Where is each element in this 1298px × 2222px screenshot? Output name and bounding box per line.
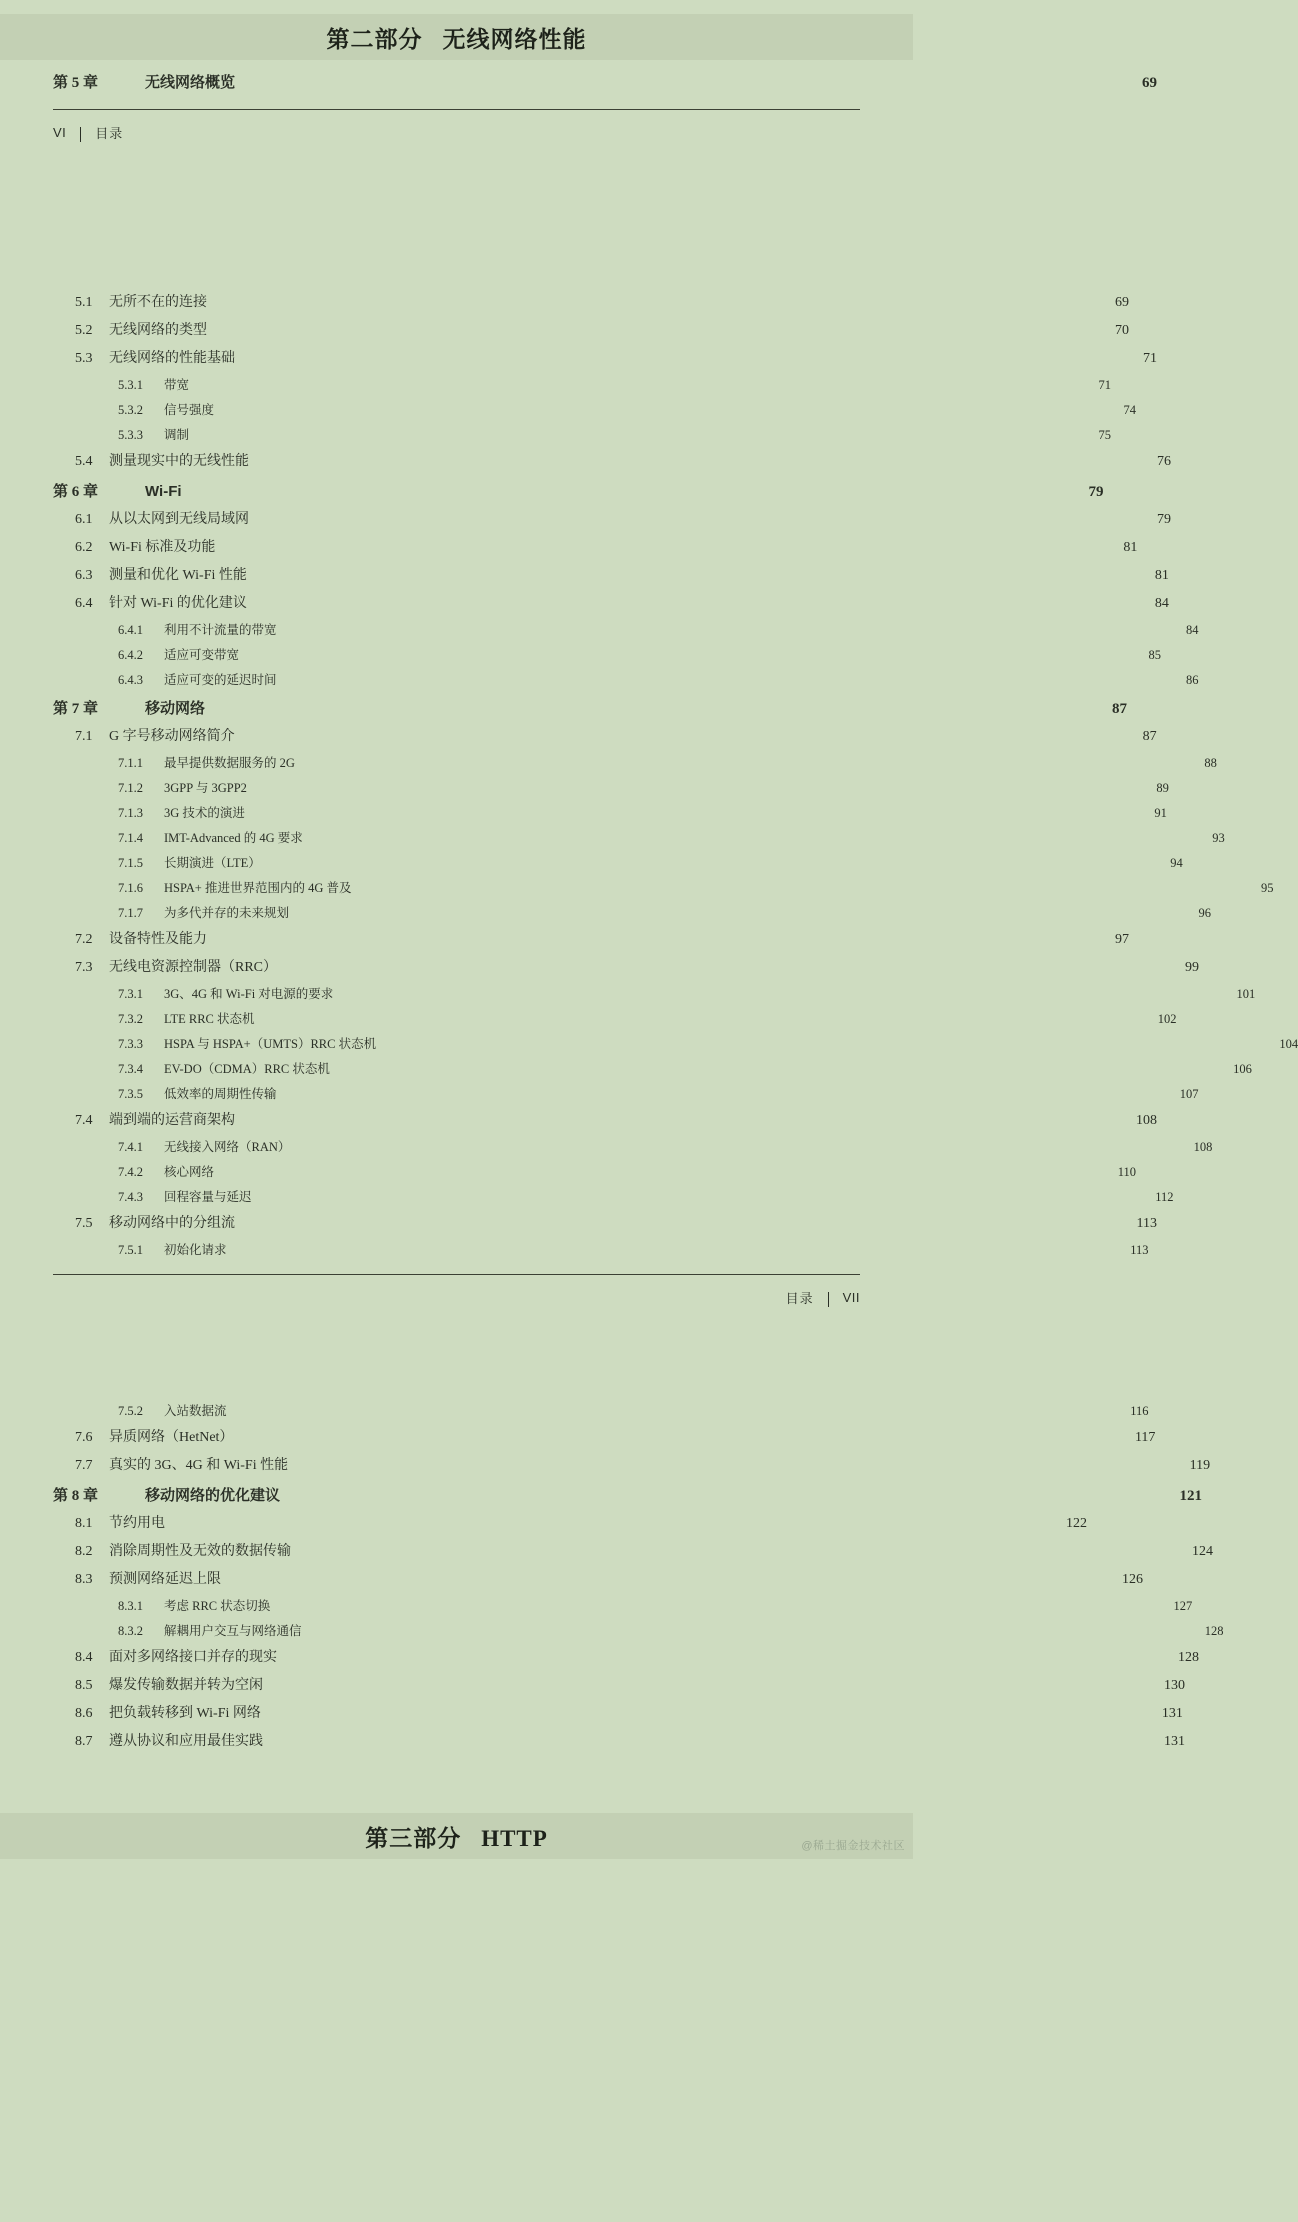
toc-entry-page: 86: [1186, 672, 1199, 687]
part-two-heading: [327, 21, 587, 54]
toc-entry-7-1-1[interactable]: [53, 754, 1217, 770]
toc-entry-title: 无线网络概览: [145, 74, 236, 91]
toc-entry-number: 7.5.1: [118, 1242, 143, 1257]
toc-entry-number: 6.4: [75, 596, 93, 611]
toc-entry-8-3-2[interactable]: [53, 1622, 1224, 1638]
toc-entry-page: 87: [1112, 701, 1128, 717]
toc-entry-7-7[interactable]: [53, 1455, 1211, 1473]
toc-entry-number: 第 7 章: [53, 701, 99, 717]
toc-entry-number: 7.1.4: [118, 830, 143, 845]
toc-entry-page: 94: [1170, 855, 1183, 870]
toc-entry-number: 第 6 章: [53, 484, 99, 500]
toc-list-page-1: [0, 292, 1298, 1257]
toc-entry-number: 8.5: [75, 1678, 93, 1693]
toc-entry-number: 8.3: [75, 1572, 93, 1587]
toc-entry-title: 面对多网络接口并存的现实: [109, 1650, 277, 1665]
toc-entry-7-1-7[interactable]: [53, 904, 1212, 920]
toc-entry-5-3-2[interactable]: [53, 401, 1137, 417]
toc-entry-number: 5.4: [75, 454, 93, 469]
toc-entry-title: 无线接入网络（RAN）: [164, 1139, 291, 1154]
toc-entry-6[interactable]: [53, 481, 1104, 500]
toc-entry-title: HSPA+ 推进世界范围内的 4G 普及: [164, 880, 352, 895]
toc-entry-number: 7.3: [75, 960, 93, 975]
toc-entry-7-4[interactable]: [53, 1110, 1157, 1128]
toc-entry-6-4[interactable]: [53, 593, 1169, 611]
toc-entry-title: 移动网络中的分组流: [109, 1216, 235, 1231]
toc-entry-page: 117: [1134, 1430, 1156, 1445]
toc-entry-title: 无线电资源控制器（RRC）: [109, 960, 278, 975]
toc-entry-page: 69: [1115, 295, 1129, 310]
toc-entry-number: 第 8 章: [53, 1488, 99, 1504]
toc-entry-number: 6.1: [75, 512, 93, 527]
folio-label: 目录: [785, 1291, 814, 1306]
toc-entry-title: 初始化请求: [164, 1242, 227, 1257]
toc-entry-5-4[interactable]: [53, 451, 1171, 469]
toc-entry-number: 5.3.2: [118, 402, 143, 417]
toc-entry-number: 6.4.3: [118, 672, 143, 687]
toc-entry-page: 93: [1212, 830, 1225, 845]
toc-entry-page: 89: [1156, 780, 1169, 795]
toc-entry-page: 95: [1261, 880, 1274, 895]
toc-entry-title: 遵从协议和应用最佳实践: [109, 1734, 263, 1749]
toc-entry-number: 7.7: [75, 1458, 93, 1473]
toc-entry-title: 测量和优化 Wi-Fi 性能: [109, 568, 247, 583]
toc-page: [0, 14, 1298, 1859]
toc-entry-number: 6.3: [75, 568, 93, 583]
toc-entry-7-1-6[interactable]: [53, 879, 1274, 895]
toc-entry-page: 126: [1122, 1572, 1143, 1587]
toc-entry-number: 第 5 章: [53, 75, 99, 91]
toc-entry-number: 7.3.3: [118, 1036, 143, 1051]
toc-entry-number: 7.1: [75, 729, 93, 744]
toc-entry-number: 7.6: [75, 1430, 93, 1445]
toc-entry-page: 91: [1154, 805, 1167, 820]
toc-entry-title: 测量现实中的无线性能: [109, 454, 249, 469]
toc-entry-number: 7.2: [75, 932, 93, 947]
folio-number: VI: [53, 125, 67, 140]
toc-entry-6-4-1[interactable]: [53, 621, 1199, 637]
toc-entry-title: 解耦用户交互与网络通信: [164, 1623, 302, 1638]
toc-entry-8-7[interactable]: [53, 1731, 1185, 1749]
toc-entry-number: 7.1.1: [118, 755, 143, 770]
toc-entry-page: 127: [1173, 1598, 1193, 1613]
toc-entry-title: Wi-Fi: [145, 483, 182, 500]
toc-entry-page: 107: [1179, 1086, 1199, 1101]
toc-entry-page: 128: [1204, 1623, 1224, 1638]
toc-entry-number: 6.4.1: [118, 622, 143, 637]
toc-entry-title: 真实的 3G、4G 和 Wi-Fi 性能: [109, 1458, 289, 1473]
toc-entry-page: 116: [1130, 1403, 1149, 1418]
part-three-heading: [365, 1820, 548, 1853]
toc-entry-7-3-5[interactable]: [53, 1085, 1199, 1101]
toc-entry-number: 7.3.2: [118, 1011, 143, 1026]
toc-entry-6-3[interactable]: [53, 565, 1169, 583]
toc-entry-number: 8.1: [75, 1516, 93, 1531]
toc-entry-title: 考虑 RRC 状态切换: [164, 1598, 271, 1613]
toc-entry-7-2[interactable]: [53, 929, 1129, 947]
toc-entry-title: 低效率的周期性传输: [164, 1086, 277, 1101]
toc-entry-title: 适应可变带宽: [164, 647, 240, 662]
toc-entry-5-3-3[interactable]: [53, 426, 1112, 442]
toc-entry-7-5[interactable]: [53, 1213, 1157, 1231]
toc-entry-6-4-3[interactable]: [53, 671, 1199, 687]
page-rule-top: [53, 109, 860, 110]
part-three-banner: [0, 1813, 913, 1859]
toc-entry-number: 5.3.3: [118, 427, 143, 442]
toc-entry-title: 异质网络（HetNet）: [109, 1430, 234, 1445]
toc-entry-7-1-4[interactable]: [53, 829, 1225, 845]
toc-entry-8-2[interactable]: [53, 1541, 1213, 1559]
toc-entry-8-4[interactable]: [53, 1647, 1199, 1665]
toc-entry-8[interactable]: [53, 1485, 1203, 1504]
part-three-number: 第三部分: [365, 1825, 462, 1851]
toc-entry-title: 利用不计流量的带宽: [164, 622, 277, 637]
toc-entry-7[interactable]: [53, 698, 1128, 717]
toc-entry-8-3[interactable]: [53, 1569, 1143, 1587]
folio-separator: [828, 1292, 829, 1307]
toc-entry-page: 124: [1192, 1544, 1213, 1559]
toc-entry-title: 回程容量与延迟: [164, 1189, 252, 1204]
toc-entry-title: 节约用电: [109, 1516, 165, 1531]
toc-entry-page: 104: [1279, 1036, 1298, 1051]
toc-entry-page: 84: [1186, 622, 1199, 637]
toc-entry-7-6[interactable]: [53, 1427, 1156, 1445]
toc-entry-6-1[interactable]: [53, 509, 1171, 527]
toc-entry-title: 带宽: [164, 377, 190, 392]
part-three-title: HTTP: [481, 1825, 548, 1851]
toc-entry-title: LTE RRC 状态机: [164, 1011, 255, 1026]
toc-entry-page: 85: [1148, 647, 1162, 662]
toc-entry-page: 84: [1154, 596, 1169, 611]
toc-entry-page: 113: [1130, 1242, 1149, 1257]
toc-entry-number: 7.1.6: [118, 880, 143, 895]
toc-entry-page: 76: [1157, 454, 1171, 469]
toc-entry-7-3-3[interactable]: [53, 1035, 1298, 1051]
toc-entry-page: 81: [1123, 540, 1138, 555]
toc-entry-7-4-3[interactable]: [53, 1188, 1174, 1204]
toc-entry-title: 移动网络的优化建议: [145, 1487, 281, 1504]
toc-entry-page: 119: [1189, 1458, 1211, 1473]
toc-entry-title: 适应可变的延迟时间: [164, 672, 277, 687]
toc-entry-6-2[interactable]: [53, 537, 1138, 555]
toc-entry-page: 97: [1115, 932, 1129, 947]
toc-entry-title: 为多代并存的未来规划: [164, 905, 290, 920]
toc-entry-page: 113: [1136, 1216, 1157, 1231]
part-two-title: 无线网络性能: [442, 26, 587, 52]
toc-entry-page: 121: [1179, 1488, 1203, 1504]
toc-entry-title: IMT-Advanced 的 4G 要求: [164, 830, 303, 845]
toc-entry-page: 79: [1157, 512, 1171, 527]
toc-entry-page: 70: [1115, 323, 1129, 338]
toc-entry-title: 把负载转移到 Wi-Fi 网络: [109, 1706, 261, 1721]
toc-entry-7-5-2[interactable]: [53, 1402, 1149, 1418]
toc-entry-title: G 字号移动网络简介: [109, 729, 235, 744]
toc-entry-title: 无所不在的连接: [109, 295, 207, 310]
toc-entry-5-2[interactable]: [53, 320, 1129, 338]
toc-entry-title: 信号强度: [164, 402, 215, 417]
toc-entry-number: 8.3.1: [118, 1598, 143, 1613]
folio-page-vi: [53, 123, 860, 142]
toc-entry-page: 69: [1142, 75, 1158, 91]
toc-entry-number: 8.6: [75, 1706, 93, 1721]
toc-entry-number: 8.4: [75, 1650, 93, 1665]
toc-list-page-2: [0, 1402, 1224, 1749]
folio-label: 目录: [95, 126, 124, 141]
toc-entry-page: 106: [1233, 1061, 1252, 1076]
toc-entry-number: 5.1: [75, 295, 93, 310]
toc-entry-8-5[interactable]: [53, 1675, 1185, 1693]
toc-entry-title: 从以太网到无线局域网: [109, 512, 249, 527]
toc-entry-title: 核心网络: [164, 1164, 215, 1179]
toc-entry-title: 入站数据流: [164, 1403, 227, 1418]
toc-entry-title: EV-DO（CDMA）RRC 状态机: [164, 1061, 330, 1076]
toc-entry-7-3-2[interactable]: [53, 1010, 1177, 1026]
toc-entry-7-4-1[interactable]: [53, 1138, 1213, 1154]
toc-entry-page: 87: [1142, 729, 1157, 744]
chapter5-header-block: [0, 72, 1158, 91]
toc-entry-page: 99: [1185, 960, 1200, 975]
toc-entry-title: 消除周期性及无效的数据传输: [109, 1544, 291, 1559]
toc-entry-number: 7.3.4: [118, 1061, 143, 1076]
toc-entry-number: 7.1.7: [118, 905, 143, 920]
toc-entry-8-1[interactable]: [53, 1513, 1087, 1531]
toc-entry-6-4-2[interactable]: [53, 646, 1162, 662]
toc-entry-page: 110: [1117, 1164, 1137, 1179]
toc-entry-5-3[interactable]: [53, 348, 1157, 366]
part-two-banner: [0, 14, 913, 60]
toc-entry-title: 针对 Wi-Fi 的优化建议: [109, 596, 247, 611]
toc-entry-page: 75: [1098, 427, 1112, 442]
toc-entry-title: Wi-Fi 标准及功能: [109, 540, 216, 555]
toc-entry-title: 爆发传输数据并转为空闲: [109, 1678, 263, 1693]
toc-entry-number: 6.2: [75, 540, 93, 555]
toc-entry-number: 6.4.2: [118, 647, 143, 662]
toc-entry-title: 预测网络延迟上限: [109, 1572, 221, 1587]
toc-entry-number: 5.2: [75, 323, 93, 338]
toc-entry-page: 128: [1178, 1650, 1199, 1665]
folio-number: VII: [842, 1290, 860, 1305]
toc-entry-7-1[interactable]: [53, 726, 1157, 744]
toc-entry-page: 79: [1088, 484, 1104, 500]
toc-entry-title: 长期演进（LTE）: [164, 855, 261, 870]
toc-entry-page: 96: [1198, 905, 1212, 920]
toc-entry-title: 3G 技术的演进: [164, 805, 245, 820]
toc-entry-8-3-1[interactable]: [53, 1597, 1193, 1613]
toc-entry-number: 8.7: [75, 1734, 93, 1749]
toc-entry-title: 3GPP 与 3GPP2: [164, 780, 247, 795]
toc-entry-7-3[interactable]: [53, 957, 1200, 975]
toc-entry-number: 7.3.5: [118, 1086, 143, 1101]
toc-entry-page: 112: [1155, 1189, 1174, 1204]
toc-entry-number: 5.3.1: [118, 377, 143, 392]
toc-entry-page: 131: [1164, 1734, 1185, 1749]
toc-entry-title: 无线网络的类型: [109, 323, 207, 338]
toc-entry-page: 108: [1193, 1139, 1213, 1154]
toc-entry-number: 7.4.1: [118, 1139, 143, 1154]
toc-entry-page: 71: [1143, 351, 1157, 366]
toc-entry-title: 移动网络: [145, 700, 206, 717]
page-break-gap-2: [0, 1307, 913, 1402]
toc-entry-page: 102: [1157, 1011, 1177, 1026]
toc-entry-number: 7.3.1: [118, 986, 143, 1001]
toc-entry-7-5-1[interactable]: [53, 1241, 1149, 1257]
toc-entry-page: 88: [1204, 755, 1217, 770]
toc-entry-title: 无线网络的性能基础: [109, 351, 235, 366]
toc-entry-number: 7.1.5: [118, 855, 143, 870]
part-two-number: 第二部分: [326, 26, 423, 52]
toc-entry-7-1-3[interactable]: [53, 804, 1167, 820]
toc-entry-title: 3G、4G 和 Wi-Fi 对电源的要求: [164, 986, 334, 1001]
spacer-before-part-three: [0, 1759, 913, 1799]
toc-entry-page: 71: [1098, 377, 1112, 392]
toc-entry-title: HSPA 与 HSPA+（UMTS）RRC 状态机: [164, 1036, 377, 1051]
toc-entry-page: 101: [1236, 986, 1256, 1001]
toc-entry-page: 74: [1123, 402, 1137, 417]
folio-page-vii: [53, 1288, 860, 1307]
toc-entry-page: 108: [1136, 1113, 1157, 1128]
toc-entry-title: 调制: [164, 427, 190, 442]
toc-entry-7-4-2[interactable]: [53, 1163, 1137, 1179]
toc-entry-page: 130: [1164, 1678, 1185, 1693]
toc-entry-7-1-2[interactable]: [53, 779, 1169, 795]
toc-entry-title: 设备特性及能力: [109, 932, 207, 947]
toc-entry-number: 7.4.2: [118, 1164, 143, 1179]
toc-entry-number: 7.4: [75, 1113, 93, 1128]
toc-entry-7-1-5[interactable]: [53, 854, 1183, 870]
page-rule-bottom-1: [53, 1274, 860, 1275]
toc-entry-page: 122: [1066, 1516, 1087, 1531]
toc-entry-title: 最早提供数据服务的 2G: [164, 755, 295, 770]
toc-entry-page: 81: [1154, 568, 1169, 583]
toc-entry-number: 7.4.3: [118, 1189, 143, 1204]
toc-entry-number: 7.5.2: [118, 1403, 143, 1418]
page-break-gap-1: [0, 142, 913, 292]
toc-entry-number: 8.3.2: [118, 1623, 143, 1638]
toc-entry-7-3-1[interactable]: [53, 985, 1256, 1001]
toc-entry-7-3-4[interactable]: [53, 1060, 1252, 1076]
toc-entry-page: 131: [1161, 1706, 1183, 1721]
toc-entry-5-3-1[interactable]: [53, 376, 1112, 392]
watermark: @稀土掘金技术社区: [801, 1840, 905, 1852]
toc-entry-chapter-5[interactable]: [53, 72, 1158, 91]
toc-entry-number: 8.2: [75, 1544, 93, 1559]
toc-entry-number: 7.1.3: [118, 805, 143, 820]
toc-entry-number: 7.1.2: [118, 780, 143, 795]
folio-separator: [80, 127, 81, 142]
toc-entry-number: 7.5: [75, 1216, 93, 1231]
toc-entry-5-1[interactable]: [53, 292, 1129, 310]
toc-entry-number: 5.3: [75, 351, 93, 366]
toc-entry-8-6[interactable]: [53, 1703, 1183, 1721]
toc-entry-title: 端到端的运营商架构: [109, 1113, 235, 1128]
